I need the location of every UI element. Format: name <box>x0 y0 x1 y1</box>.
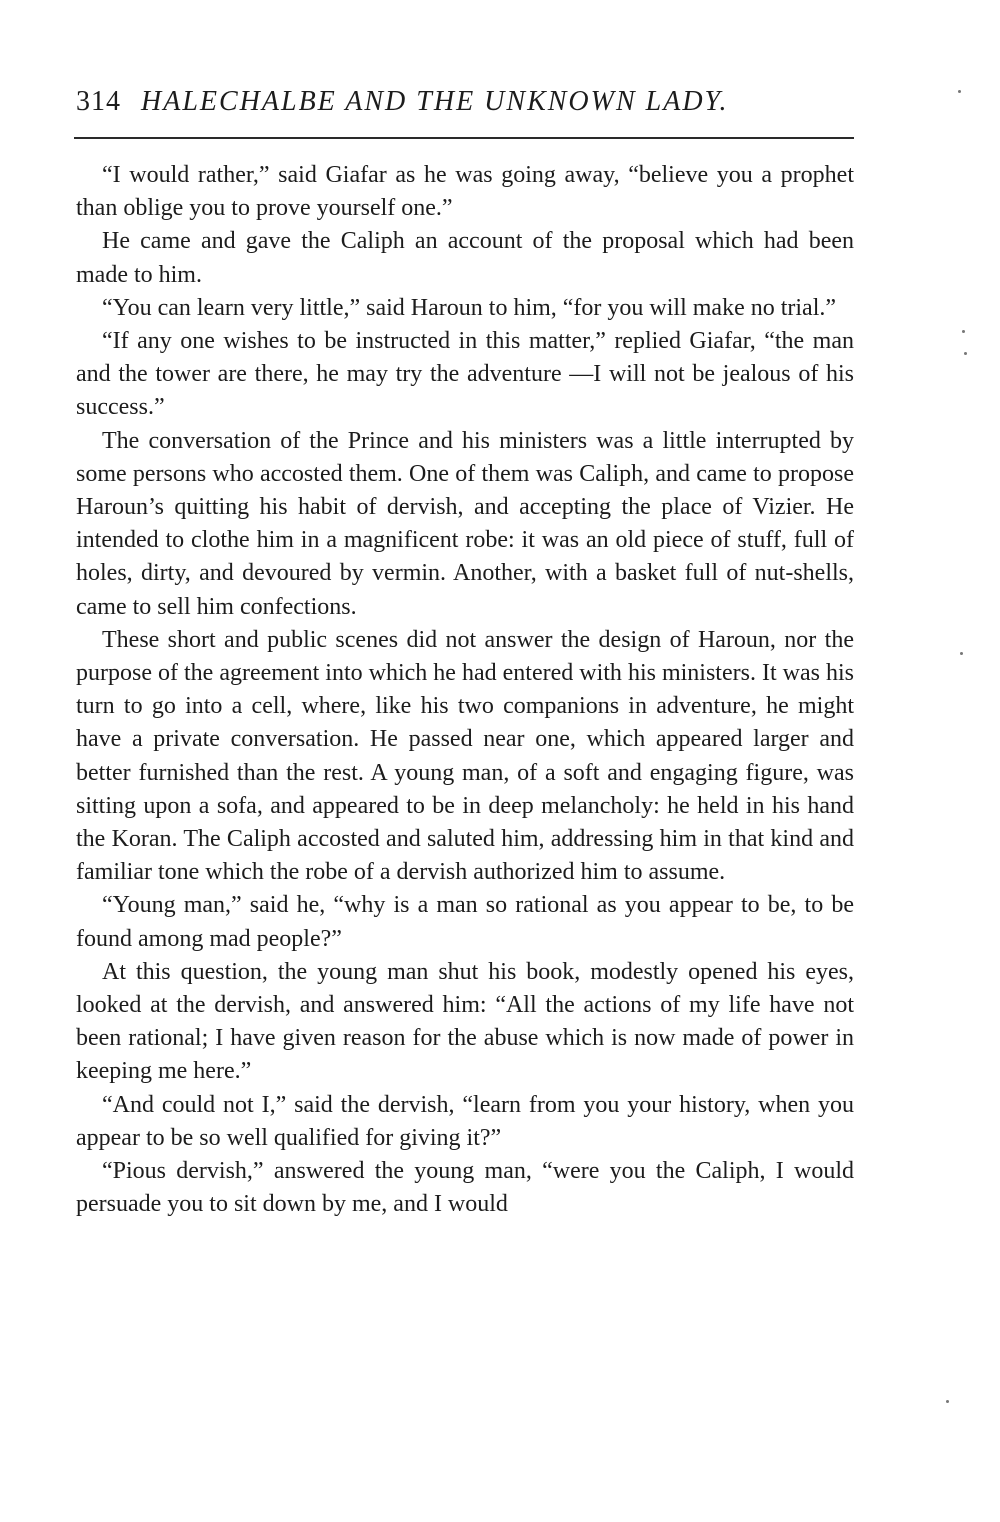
running-title: HALECHALBE AND THE UNKNOWN LADY. <box>141 86 729 117</box>
paragraph: These short and public scenes did not answer the design of Haroun, nor the purpose of the agreement into which he had entered with his ministers. It was his turn to go into a cell, where, like his two companions in adventure, he might have a private conversation. He passed near one, which appeared larger and better furnished than the rest. A young man, of a soft and engaging figure, was sitting upon a sofa, and appeared to be in deep melancholy: he held in his hand the Koran. The Caliph accosted and saluted him, addressing him in that kind and familiar tone which the robe of a dervish authorized him to assume. <box>76 626 854 886</box>
scan-speck <box>958 90 961 93</box>
scan-speck <box>946 1400 949 1403</box>
scan-speck <box>962 330 965 333</box>
paragraph: “And could not I,” said the dervish, “learn from you your history, when you appear to be so well qualified for giving it?” <box>76 1091 854 1151</box>
paragraph: “I would rather,” said Giafar as he was going away, “believe you a prophet than oblige you to prove yourself one.” <box>76 162 854 222</box>
header-rule <box>74 137 854 139</box>
paragraph: “You can learn very little,” said Haroun to him, “for you will make no trial.” <box>102 294 837 321</box>
paragraph: “Pious dervish,” answered the young man, “were you the Caliph, I would persuade you to sit down by me, and I would <box>76 1158 854 1218</box>
paragraph: “If any one wishes to be instructed in this matter,” replied Giafar, “the man and the tower are there, he may try the adventure —I will not be jealous of his success.” <box>76 328 854 421</box>
paragraph: The conversation of the Prince and his ministers was a little interrupted by some persons who accosted them. One of them was Caliph, and came to propose Haroun’s quitting his habit of dervish, and accepting the place of Vizier. He intended to clothe him in a magnificent robe: it was an old piece of stuff, full of holes, dirty, and devoured by vermin. Another, with a basket full of nut-shells, came to sell him confections. <box>76 427 854 620</box>
body-text <box>76 159 854 1222</box>
scan-speck <box>960 652 963 655</box>
paragraph: At this question, the young man shut his book, modestly opened his eyes, looked at the dervish, and answered him: “All the actions of my life have not been rational; I have given reason for the abuse which is now made of power in keeping me here.” <box>76 958 854 1085</box>
scan-speck <box>964 352 967 355</box>
paragraph: “Young man,” said he, “why is a man so rational as you appear to be, to be found among mad people?” <box>76 892 854 952</box>
paragraph: He came and gave the Caliph an account of the proposal which had been made to him. <box>76 228 854 288</box>
page-number: 314 <box>76 86 121 117</box>
running-head <box>76 86 856 126</box>
